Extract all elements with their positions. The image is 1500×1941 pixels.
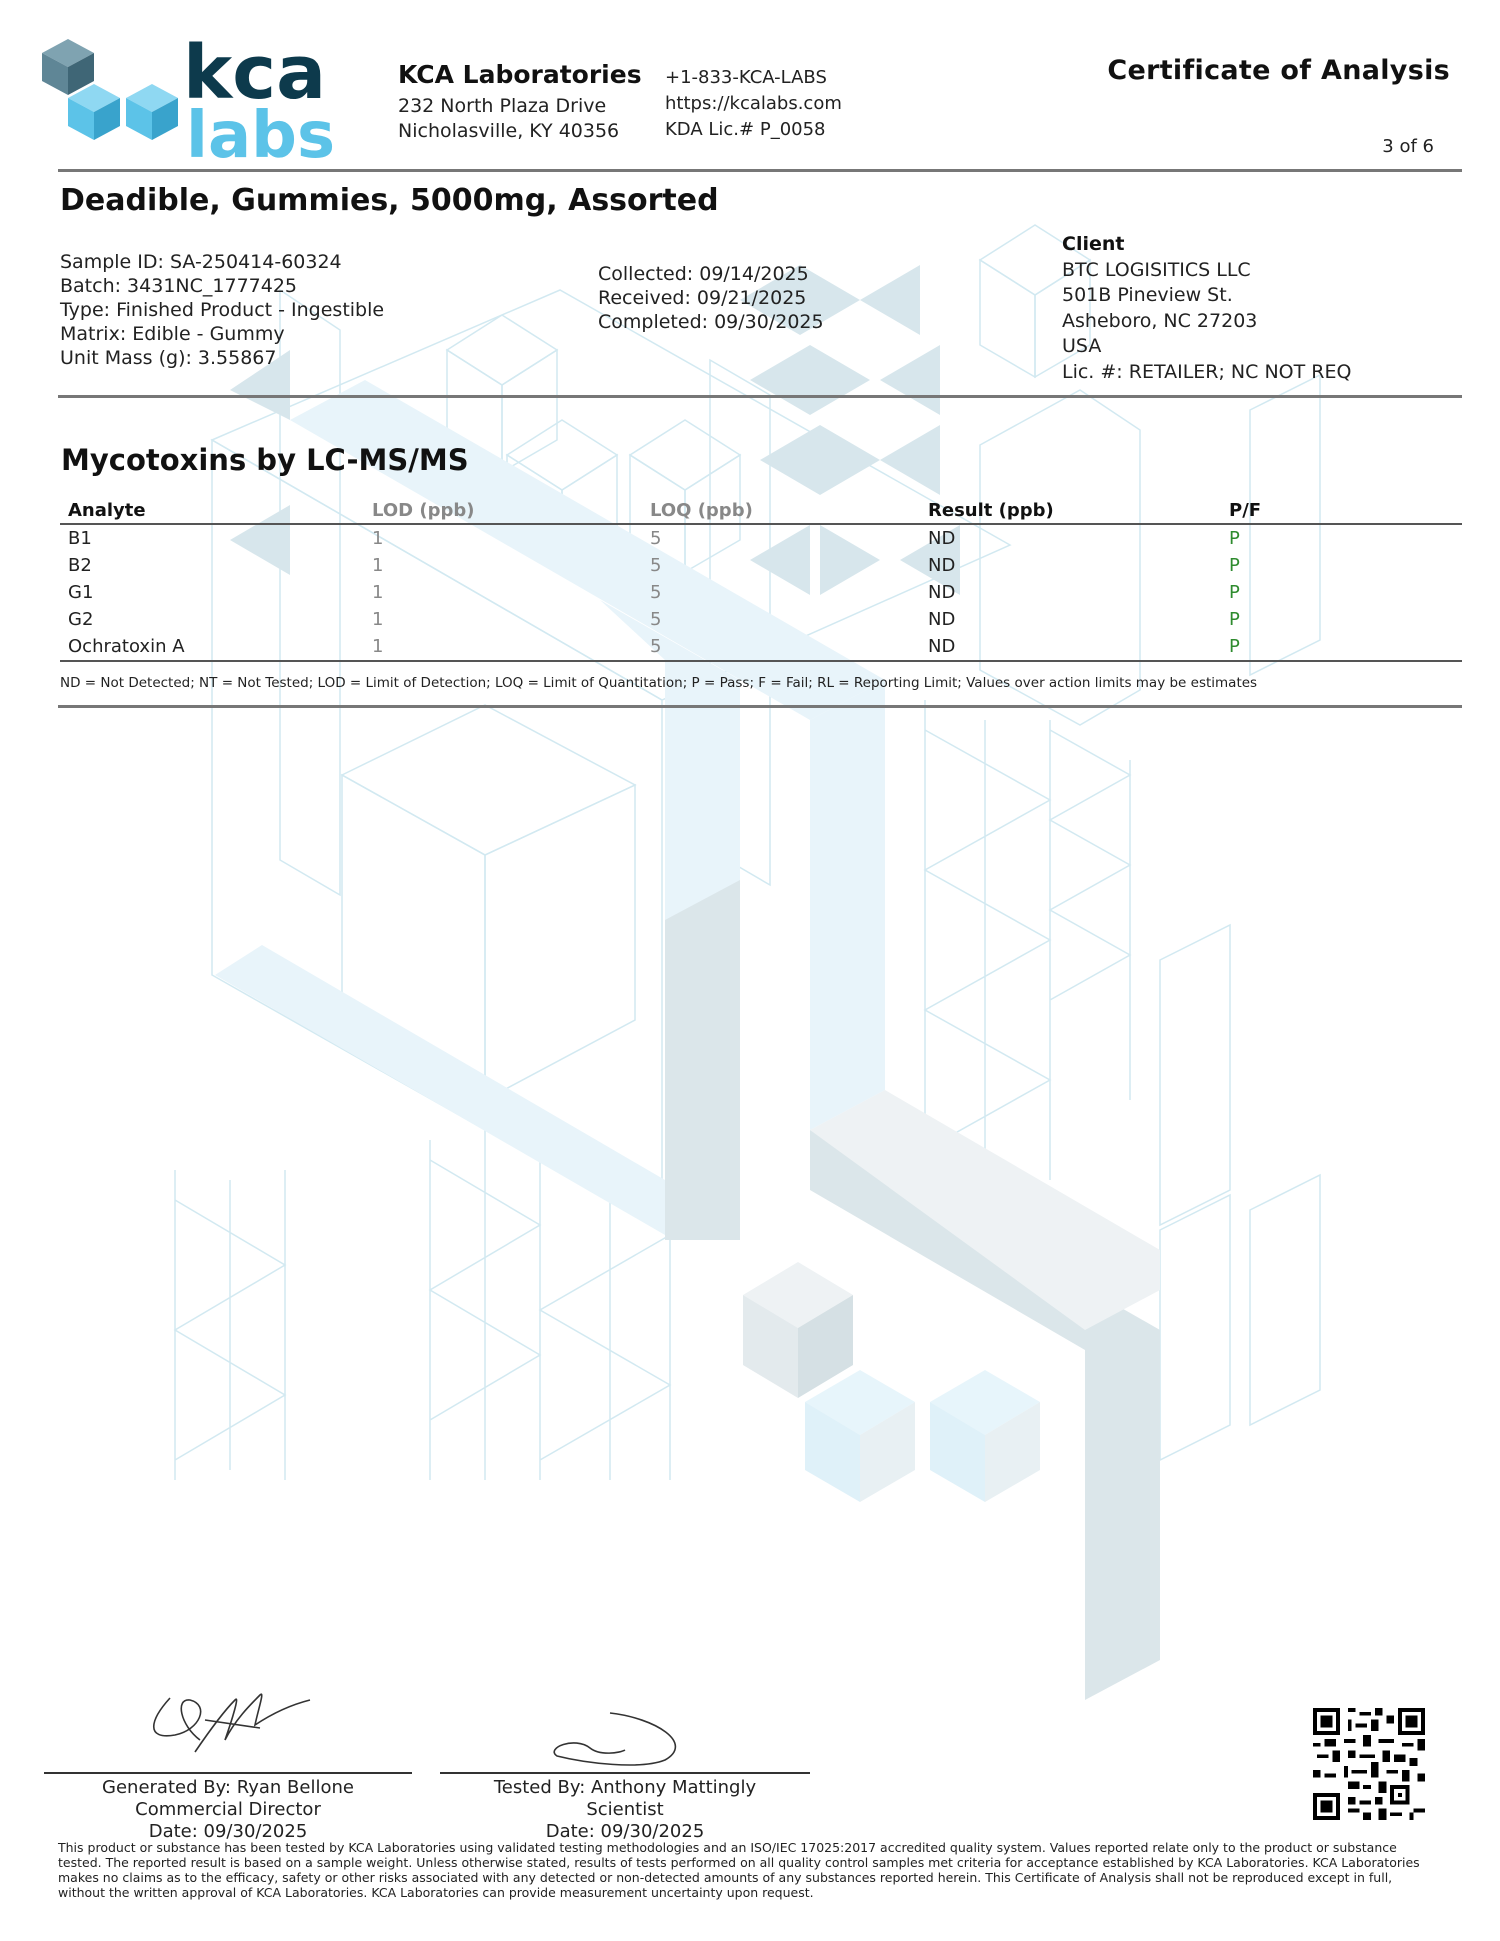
generated-by-block <box>44 1777 412 1843</box>
tested-by: Tested By: Anthony Mattingly <box>493 1777 757 1798</box>
lab-phone: +1-833-KCA-LABS <box>665 67 827 88</box>
result-cell: ND <box>920 633 1221 661</box>
qr-code-icon[interactable] <box>1313 1708 1425 1820</box>
unit-mass: Unit Mass (g): 3.55867 <box>60 347 277 369</box>
sample-info <box>60 250 384 370</box>
table-header-row <box>60 497 1462 524</box>
result-cell: ND <box>928 582 956 603</box>
pf-cell: P <box>1229 582 1240 603</box>
tested-by-block <box>440 1777 810 1843</box>
pf-cell: P <box>1229 528 1240 549</box>
column-header-loq: LOQ (ppb) <box>642 497 920 524</box>
generated-date: Date: 09/30/2025 <box>148 1821 308 1842</box>
pf-cell: P <box>1229 555 1240 576</box>
matrix: Matrix: Edible - Gummy <box>60 323 285 345</box>
table-row <box>60 579 1462 606</box>
lod-cell: 1 <box>372 528 384 549</box>
client-name: BTC LOGISITICS LLC <box>1062 258 1251 281</box>
signature-generated <box>140 1680 320 1765</box>
client-heading: Client <box>1062 233 1125 255</box>
document-title: Certificate of Analysis <box>1107 55 1450 86</box>
batch: Batch: 3431NC_1777425 <box>60 275 298 297</box>
lod-cell: 1 <box>364 633 642 661</box>
logo-text-kca: kca <box>183 36 327 116</box>
table-legend: ND = Not Detected; NT = Not Tested; LOD = Limit of Detection; LOQ = Limit of Quantitation; P = Pass; F = Fail; RL = Reporting Limit; Values over action limits may be estimates <box>60 675 1258 691</box>
client-info <box>1062 232 1351 385</box>
client-country: USA <box>1062 335 1102 357</box>
table-row <box>60 633 1462 661</box>
client-city: Asheboro, NC 27203 <box>1062 309 1258 332</box>
loq-cell: 5 <box>650 528 662 549</box>
result-cell: ND <box>928 609 956 630</box>
analyte-cell: B2 <box>68 555 92 576</box>
loq-cell: 5 <box>650 555 662 576</box>
column-header-analyte: Analyte <box>60 497 364 524</box>
analyte-cell: G2 <box>68 609 94 630</box>
lod-cell: 1 <box>372 555 384 576</box>
header-divider <box>58 169 1462 172</box>
logo-text-labs: labs <box>186 99 336 161</box>
result-cell: ND <box>928 528 956 549</box>
lab-address-line1: 232 North Plaza Drive <box>398 95 607 117</box>
pf-cell: P <box>1229 609 1240 630</box>
product-title: Deadible, Gummies, 5000mg, Assorted <box>60 183 719 218</box>
logo-cubes-icon <box>42 39 178 140</box>
tested-title: Scientist <box>586 1799 664 1820</box>
collected-date: Collected: 09/14/2025 <box>598 263 809 285</box>
signature-line-tested <box>440 1772 810 1774</box>
column-header-pf: P/F <box>1221 497 1462 524</box>
section-divider <box>58 705 1462 708</box>
table-row <box>60 606 1462 633</box>
client-street: 501B Pineview St. <box>1062 284 1233 306</box>
kca-labs-logo <box>38 36 358 161</box>
column-header-result: Result (ppb) <box>920 497 1221 524</box>
received-date: Received: 09/21/2025 <box>598 287 807 309</box>
result-cell: ND <box>928 555 956 576</box>
disclaimer: This product or substance has been tested by KCA Laboratories using validated testing methodologies and an ISO/IEC 17025:2017 accredited quality system. Values reported relate only to the product or substance tested. The reported result is based on a sample weight. Unless otherwise stated, results of tests performed on all quality control samples met criteria for acceptance established by KCA Laboratories. KCA Laboratories makes no claims as to the efficacy, safety or other risks associated with any detected or non-detected amounts of any substances reported herein. This Certificate of Analysis shall not be reproduced except in full, without the written approval of KCA Laboratories. KCA Laboratories can provide measurement uncertainty upon request. <box>58 1840 1420 1900</box>
client-license: Lic. #: RETAILER; NC NOT REQ <box>1062 360 1352 383</box>
completed-date: Completed: 09/30/2025 <box>598 311 824 333</box>
column-header-lod: LOD (ppb) <box>364 497 642 524</box>
dates-info <box>598 262 824 334</box>
loq-cell: 5 <box>650 609 662 630</box>
tested-date: Date: 09/30/2025 <box>545 1821 705 1842</box>
generated-by: Generated By: Ryan Bellone <box>102 1777 354 1798</box>
lod-cell: 1 <box>372 582 384 603</box>
table-row <box>60 552 1462 579</box>
loq-cell: 5 <box>642 633 920 661</box>
generated-title: Commercial Director <box>135 1799 321 1820</box>
lod-cell: 1 <box>372 609 384 630</box>
sample-id: Sample ID: SA-250414-60324 <box>60 251 342 273</box>
analyte-cell: G1 <box>68 582 94 603</box>
section-title: Mycotoxins by LC-MS/MS <box>61 443 469 477</box>
pf-cell: P <box>1221 633 1462 661</box>
analyte-cell: Ochratoxin A <box>60 633 364 661</box>
mycotoxins-table <box>60 497 1462 662</box>
table-row <box>60 524 1462 552</box>
lab-address-line2: Nicholasville, KY 40356 <box>398 120 620 142</box>
page-number: 3 of 6 <box>1382 136 1434 157</box>
signature-tested <box>545 1708 695 1768</box>
info-divider <box>58 395 1462 398</box>
lab-name: KCA Laboratories <box>398 60 642 89</box>
lab-license: KDA Lic.# P_0058 <box>665 119 826 140</box>
loq-cell: 5 <box>650 582 662 603</box>
sample-type: Type: Finished Product - Ingestible <box>60 299 385 321</box>
analyte-cell: B1 <box>68 528 92 549</box>
signature-line-generated <box>44 1772 412 1774</box>
lab-website: https://kcalabs.com <box>665 93 842 114</box>
